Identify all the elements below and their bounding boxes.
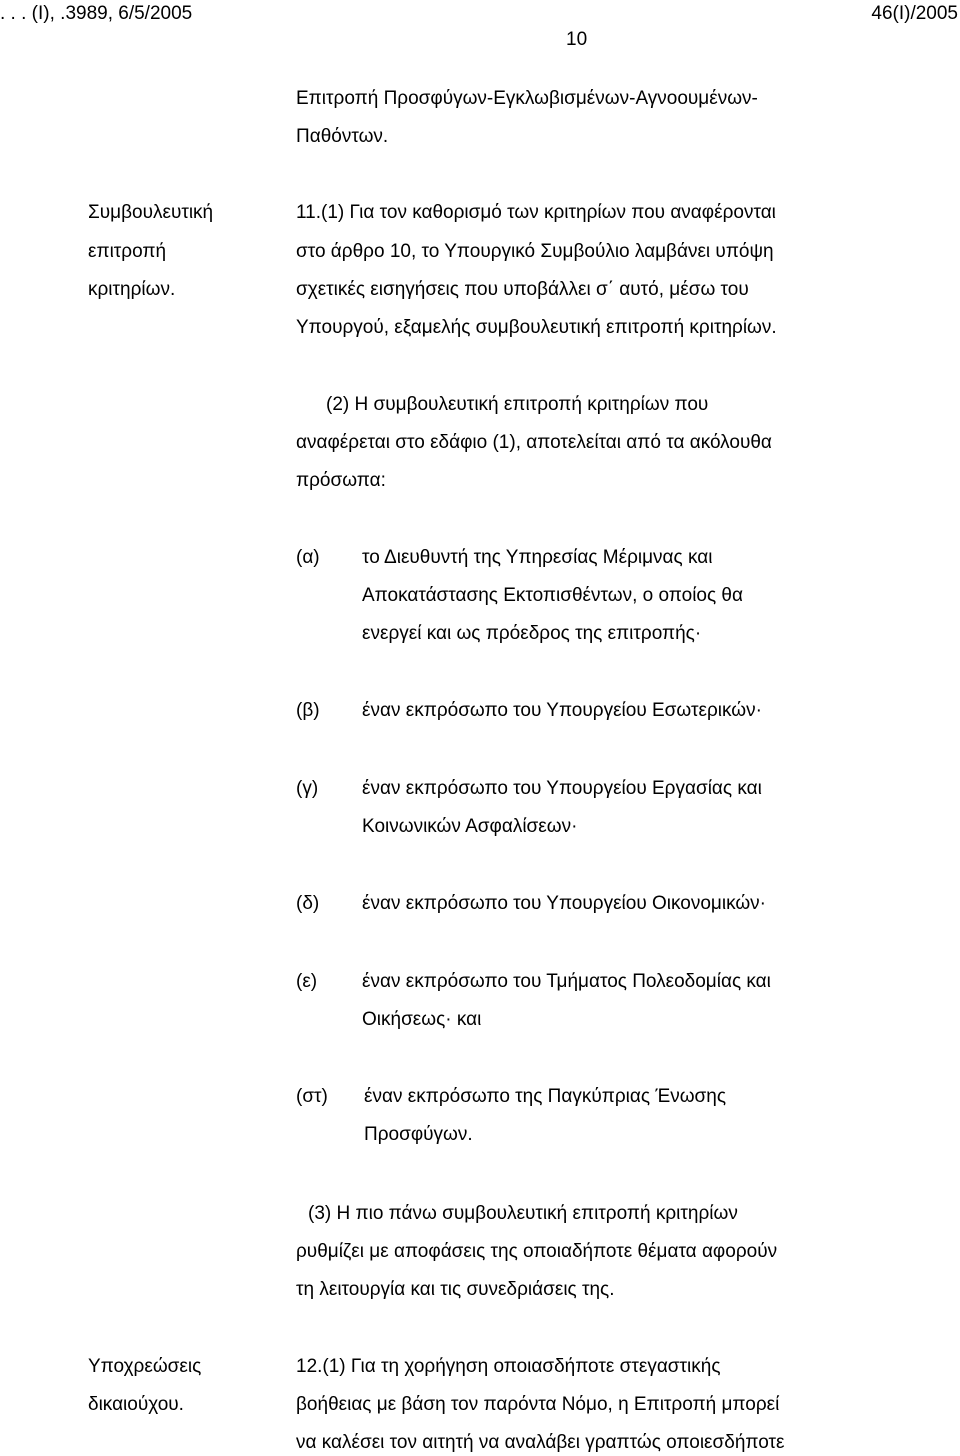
header-left: . . . (Ι), .3989, 6/5/2005 (0, 3, 193, 24)
item-line: Κοινωνικών Ασφαλίσεων· (362, 816, 578, 837)
item-label: (α) (296, 547, 320, 568)
item-line: έναν εκπρόσωπο του Υπουργείου Οικονομικών· (362, 893, 767, 914)
item-label: (στ) (296, 1086, 328, 1107)
paragraph-line: ρυθμίζει με αποφάσεις της οποιαδήποτε θέματα αφορούν (296, 1241, 778, 1262)
item-line: το Διευθυντή της Υπηρεσίας Μέριμνας και (362, 547, 713, 568)
item-label: (ε) (296, 971, 318, 992)
item-line: Προσφύγων. (364, 1124, 473, 1145)
paragraph-line: αναφέρεται στο εδάφιο (1), αποτελείται από τα ακόλουθα (296, 432, 772, 453)
margin-note-line: Υποχρεώσεις (88, 1356, 202, 1377)
paragraph-line: πρόσωπα: (296, 470, 386, 491)
item-line: έναν εκπρόσωπο του Τμήματος Πολεοδομίας και (362, 971, 771, 992)
item-line: έναν εκπρόσωπο της Παγκύπριας Ένωσης (364, 1086, 727, 1107)
intro-line: Επιτροπή Προσφύγων-Εγκλωβισμένων-Αγνοουμένων- (296, 88, 758, 109)
paragraph-line: Υπουργού, εξαμελής συμβουλευτική επιτροπή κριτηρίων. (296, 317, 777, 338)
paragraph-line: 12.(1) Για τη χορήγηση οποιασδήποτε στεγαστικής (296, 1356, 721, 1377)
paragraph-line: να καλέσει τον αιτητή να αναλάβει γραπτώς οποιεσδήποτε (296, 1432, 785, 1453)
intro-line: Παθόντων. (296, 126, 389, 147)
paragraph-line: τη λειτουργία και τις συνεδριάσεις της. (296, 1279, 615, 1300)
paragraph-line: σχετικές εισηγήσεις που υποβάλλει σ΄ αυτό, μέσω του (296, 279, 749, 300)
margin-note-line: επιτροπή (88, 241, 167, 262)
item-line: έναν εκπρόσωπο του Υπουργείου Εσωτερικών· (362, 700, 762, 721)
paragraph-line: στο άρθρο 10, το Υπουργικό Συμβούλιο λαμβάνει υπόψη (296, 241, 774, 262)
item-label: (β) (296, 700, 320, 721)
margin-note-line: δικαιούχου. (88, 1394, 184, 1415)
item-label: (δ) (296, 893, 320, 914)
item-label: (γ) (296, 778, 319, 799)
paragraph-line: (2) Η συμβουλευτική επιτροπή κριτηρίων που (326, 394, 709, 415)
item-line: έναν εκπρόσωπο του Υπουργείου Εργασίας και (362, 778, 762, 799)
paragraph-line: 11.(1) Για τον καθορισμό των κριτηρίων που αναφέρονται (296, 202, 776, 223)
margin-note-line: Συμβουλευτική (88, 202, 214, 223)
item-line: Αποκατάστασης Εκτοπισθέντων, ο οποίος θα (362, 585, 743, 606)
page-number: 10 (566, 29, 588, 50)
paragraph-line: (3) Η πιο πάνω συμβουλευτική επιτροπή κριτηρίων (308, 1203, 738, 1224)
header-right: 46(Ι)/2005 (871, 3, 958, 24)
margin-note-line: κριτηρίων. (88, 279, 176, 300)
item-line: ενεργεί και ως πρόεδρος της επιτροπής· (362, 623, 702, 644)
paragraph-line: βοήθειας με βάση τον παρόντα Νόμο, η Επιτροπή μπορεί (296, 1394, 780, 1415)
item-line: Οικήσεως· και (362, 1009, 482, 1030)
